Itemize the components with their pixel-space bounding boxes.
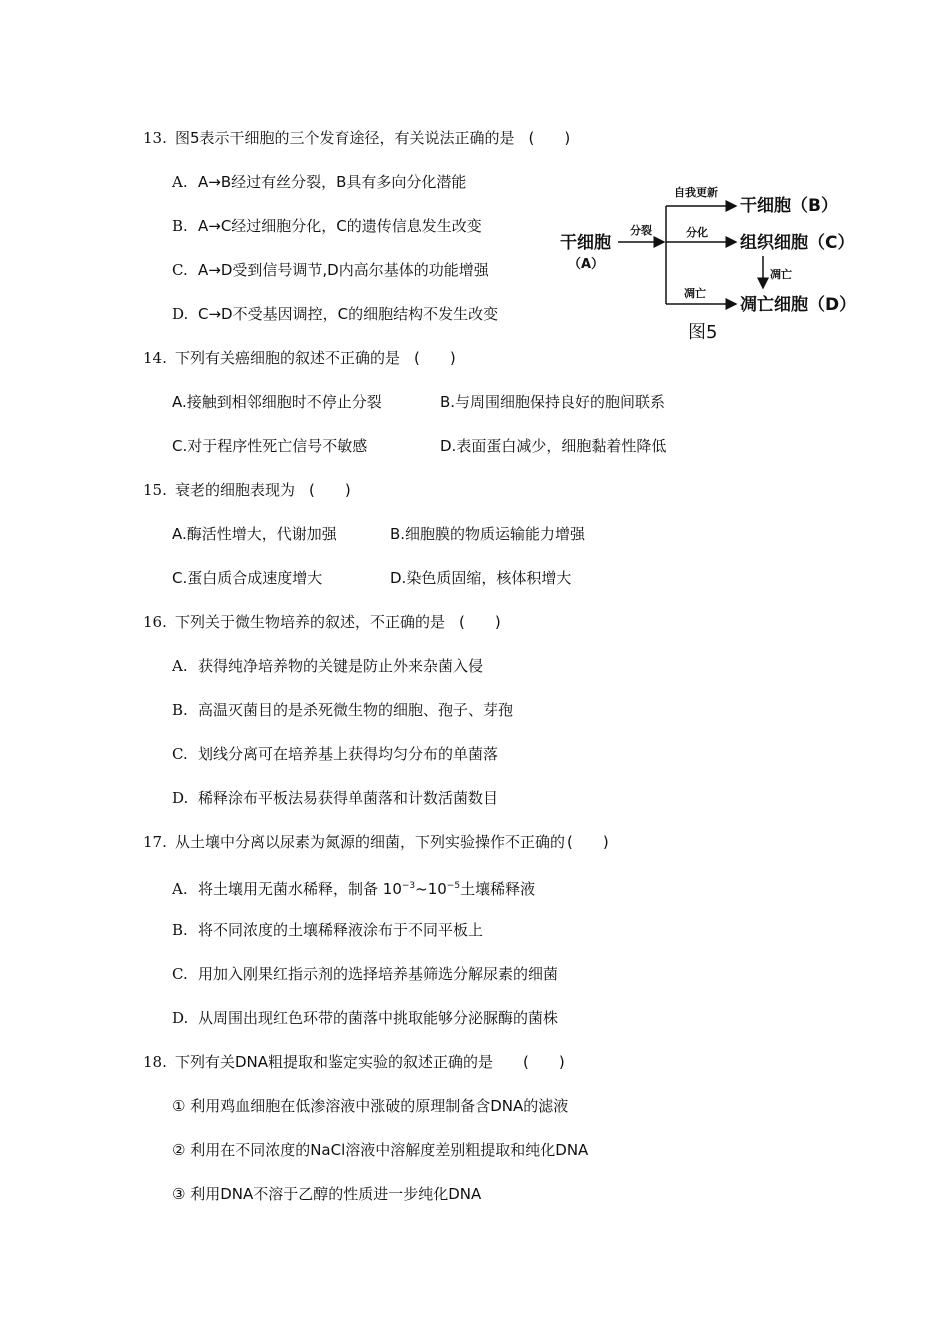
option-text: 将不同浓度的土壤稀释液涂布于不同平板上 — [198, 921, 484, 939]
q16-option-a — [172, 656, 483, 676]
q16-option-d — [172, 788, 498, 808]
question-text: 图5表示干细胞的三个发育途径，有关说法正确的是 — [175, 129, 515, 147]
question-16-stem — [143, 612, 501, 632]
q15-option-c: C.蛋白质合成速度增大 — [172, 569, 323, 587]
question-text: 衰老的细胞表现为 — [175, 481, 296, 499]
option-label: B. — [172, 921, 188, 939]
node-b-label: 干细胞（B） — [740, 196, 838, 216]
question-18-stem — [143, 1052, 565, 1072]
q14-option-c: C.对于程序性死亡信号不敏感 — [172, 437, 368, 455]
node-d-label: 凋亡细胞（D） — [740, 295, 857, 315]
question-15-stem — [143, 480, 351, 500]
option-label: D. — [172, 305, 189, 323]
option-text: A→D受到信号调节,D内高尔基体的功能增强 — [198, 261, 489, 279]
q15-option-d: D.染色质固缩，核体积增大 — [390, 569, 572, 587]
q16-option-c — [172, 744, 498, 764]
q16-option-b — [172, 700, 513, 720]
option-text: 稀释涂布平板法易获得单菌落和计数活菌数目 — [198, 789, 499, 807]
option-label: C. — [172, 965, 188, 983]
q13-option-c — [172, 260, 489, 280]
q17-option-b — [172, 920, 483, 940]
q18-item-1: ① 利用鸡血细胞在低渗溶液中涨破的原理制备含DNA的滤液 — [172, 1097, 569, 1115]
edge-apop-label: 凋亡 — [684, 287, 706, 300]
edge-diff-label: 分化 — [686, 226, 708, 239]
option-text: C→D不受基因调控，C的细胞结构不发生改变 — [198, 305, 499, 323]
stem-cell-diagram — [556, 180, 876, 350]
edge-split-label: 分裂 — [630, 224, 652, 237]
question-number: 13. — [143, 129, 167, 147]
q15-option-b: B.细胞膜的物质运输能力增强 — [390, 525, 586, 543]
option-label: D. — [172, 1009, 189, 1027]
question-number: 18. — [143, 1053, 167, 1071]
option-label: B. — [172, 701, 188, 719]
option-text: 土壤稀释液 — [460, 880, 536, 898]
q18-item-3: ③ 利用DNA不溶于乙醇的性质进一步纯化DNA — [172, 1185, 482, 1203]
option-text: 获得纯净培养物的关键是防止外来杂菌入侵 — [198, 657, 484, 675]
question-text: 下列有关DNA粗提取和鉴定实验的叙述正确的是 — [175, 1053, 494, 1071]
question-number: 15. — [143, 481, 167, 499]
question-text: 从土壤中分离以尿素为氮源的细菌，下列实验操作不正确的 — [175, 833, 566, 851]
node-a-label: 干细胞 — [560, 233, 611, 253]
edge-cd-label: 凋亡 — [770, 268, 792, 281]
option-text: A→B经过有丝分裂，B具有多向分化潜能 — [198, 173, 467, 191]
q13-option-d — [172, 304, 498, 324]
edge-self-label: 自我更新 — [674, 186, 718, 199]
option-text: 用加入刚果红指示剂的选择培养基筛选分解尿素的细菌 — [198, 965, 559, 983]
answer-paren: ( ) — [459, 613, 501, 631]
q15-options-row-1 — [172, 524, 586, 544]
question-17-stem — [143, 832, 609, 852]
q14-options-row-1 — [172, 392, 666, 412]
question-text: 下列有关癌细胞的叙述不正确的是 — [175, 349, 401, 367]
q14-option-a: A.接触到相邻细胞时不停止分裂 — [172, 393, 382, 411]
option-label: B. — [172, 217, 188, 235]
exponent: −3 — [401, 881, 416, 891]
answer-paren: ( ) — [309, 481, 351, 499]
answer-paren: ( ) — [523, 1053, 565, 1071]
q14-option-d: D.表面蛋白减少，细胞黏着性降低 — [440, 437, 667, 455]
node-c-label: 组织细胞（C） — [740, 233, 855, 253]
q13-option-a — [172, 172, 466, 192]
option-text: 从周围出现红色环带的菌落中挑取能够分泌脲酶的菌株 — [198, 1009, 559, 1027]
question-number: 17. — [143, 833, 167, 851]
option-text: 划线分离可在培养基上获得均匀分布的单菌落 — [198, 745, 499, 763]
question-number: 14. — [143, 349, 167, 367]
q15-options-row-2 — [172, 568, 572, 588]
option-label: A. — [172, 657, 188, 675]
q17-option-d — [172, 1008, 558, 1028]
q14-option-b: B.与周围细胞保持良好的胞间联系 — [440, 393, 666, 411]
question-text: 下列关于微生物培养的叙述，不正确的是 — [175, 613, 446, 631]
option-label: A. — [172, 880, 188, 898]
option-text: A→C经过细胞分化，C的遗传信息发生改变 — [198, 217, 482, 235]
q15-option-a: A.酶活性增大，代谢加强 — [172, 525, 337, 543]
question-13-stem — [143, 128, 570, 148]
option-label: A. — [172, 173, 188, 191]
q13-option-b — [172, 216, 482, 236]
q17-option-c — [172, 964, 558, 984]
question-number: 16. — [143, 613, 167, 631]
q14-options-row-2 — [172, 436, 667, 456]
figure-caption: 图5 — [688, 322, 718, 343]
q17-option-a — [172, 876, 535, 899]
q18-item-2: ② 利用在不同浓度的NaCl溶液中溶解度差别粗提取和纯化DNA — [172, 1141, 589, 1159]
exponent: −5 — [446, 881, 461, 891]
option-text: 高温灭菌目的是杀死微生物的细胞、孢子、芽孢 — [198, 701, 514, 719]
option-label: D. — [172, 789, 189, 807]
question-14-stem — [143, 348, 456, 368]
option-text: ~10 — [415, 880, 447, 898]
answer-paren: ( ) — [567, 833, 609, 851]
answer-paren: ( ) — [528, 129, 571, 147]
option-text: 将土壤用无菌水稀释，制备 10 — [198, 880, 402, 898]
option-label: C. — [172, 745, 188, 763]
answer-paren: ( ) — [414, 349, 456, 367]
option-label: C. — [172, 261, 188, 279]
node-a-sub: （A） — [568, 257, 605, 272]
